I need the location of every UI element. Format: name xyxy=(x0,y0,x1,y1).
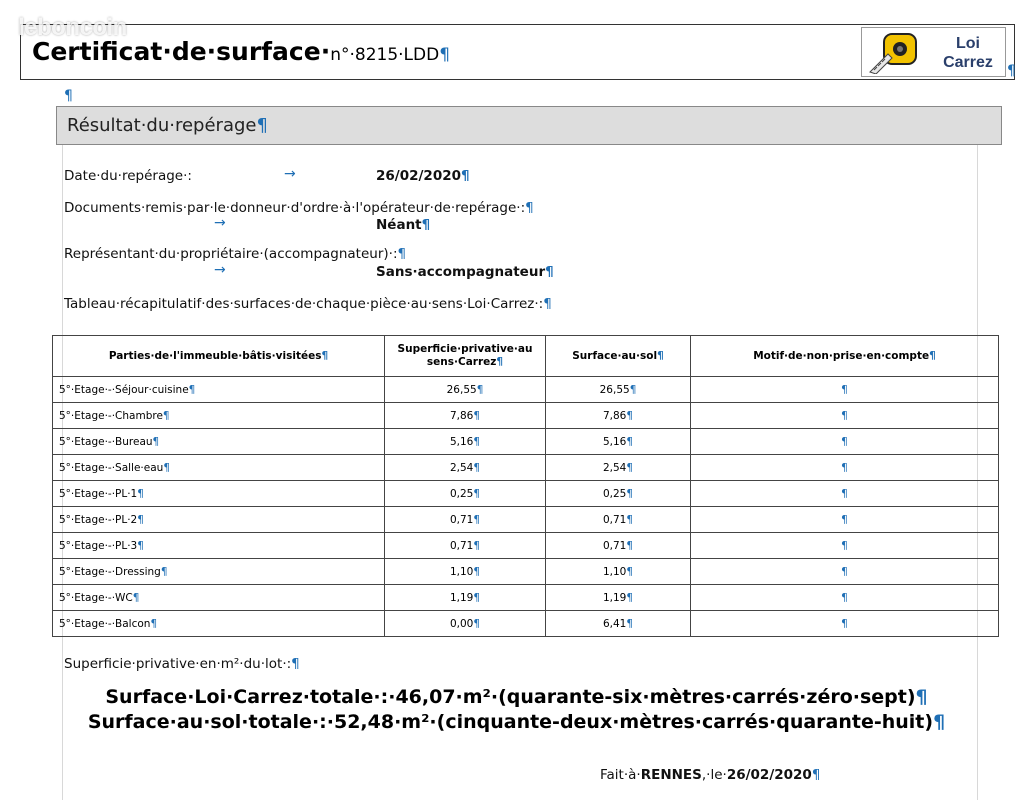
column-header-motif xyxy=(691,336,999,377)
cell-exclusion-reason xyxy=(691,481,999,507)
cell-room-name-text: 5°·Etage·-·Balcon xyxy=(59,617,151,630)
cell-carrez-surface-text: 1,19 xyxy=(449,591,474,604)
column-header-text: Surface·au·sol xyxy=(572,349,658,362)
cell-room-name-text: 5°·Etage·-·Chambre xyxy=(59,409,163,422)
pilcrow: ¶ xyxy=(626,591,634,604)
pilcrow: ¶ xyxy=(841,513,848,526)
cell-exclusion-reason xyxy=(691,585,999,611)
cell-carrez-surface xyxy=(385,507,546,533)
documents-label xyxy=(64,200,534,216)
cell-room-name xyxy=(53,585,385,611)
tape-measure-icon xyxy=(868,32,920,74)
pilcrow: ¶ xyxy=(132,591,140,604)
pilcrow: ¶ xyxy=(188,383,196,396)
pilcrow: ¶ xyxy=(626,409,634,422)
date-value-text: 26/02/2020 xyxy=(376,168,462,184)
cell-room-name xyxy=(53,611,385,637)
cell-carrez-surface-text: 7,86 xyxy=(449,409,474,422)
cell-room-name-text: 5°·Etage·-·WC xyxy=(59,591,133,604)
logo-text xyxy=(938,34,998,72)
cell-carrez-surface xyxy=(385,455,546,481)
cell-carrez-surface-text: 2,54 xyxy=(449,461,474,474)
documents-label-text: Documents·remis·par·le·donneur·d'ordre·à·l'opérateur·de·repérage·: xyxy=(64,200,526,216)
table-row xyxy=(53,507,999,533)
cell-carrez-surface-text: 5,16 xyxy=(449,435,474,448)
certificate-number: n°·8215·LDD xyxy=(330,45,440,65)
pilcrow: ¶ xyxy=(461,168,470,184)
summary-label-text: Superficie·privative·en·m²·du·lot·: xyxy=(64,656,292,672)
pilcrow: ¶ xyxy=(811,767,821,783)
pilcrow: ¶ xyxy=(473,617,481,630)
pilcrow: ¶ xyxy=(657,349,664,362)
pilcrow: ¶ xyxy=(137,539,144,552)
pilcrow: ¶ xyxy=(160,565,168,578)
cell-exclusion-reason xyxy=(691,611,999,637)
cell-room-name-text: 5°·Etage·-·Bureau xyxy=(59,435,153,448)
cell-carrez-surface xyxy=(385,611,546,637)
pilcrow: ¶ xyxy=(473,461,481,474)
pilcrow: ¶ xyxy=(137,513,144,526)
cell-floor-surface xyxy=(546,507,691,533)
cell-carrez-surface-text: 26,55 xyxy=(446,383,477,396)
pilcrow: ¶ xyxy=(841,487,848,500)
cell-carrez-surface-text: 1,10 xyxy=(449,565,474,578)
pilcrow: ¶ xyxy=(473,487,481,500)
sol-total-text: Surface·au·sol·totale·:·52,48·m²·(cinquante-deux·mètres·carrés·quarante-huit) xyxy=(87,711,934,733)
pilcrow: ¶ xyxy=(473,591,481,604)
table-row xyxy=(53,585,999,611)
logo-line-1: Loi xyxy=(956,35,980,52)
cell-carrez-surface-text: 0,71 xyxy=(449,539,474,552)
cell-room-name-text: 5°·Etage·-·PL·1 xyxy=(59,487,138,500)
cell-floor-surface-text: 1,10 xyxy=(602,565,627,578)
cell-floor-surface-text: 26,55 xyxy=(599,383,630,396)
cell-carrez-surface xyxy=(385,481,546,507)
table-row xyxy=(53,455,999,481)
table-intro-text: Tableau·récapitulatif·des·surfaces·de·chaque·pièce·au·sens·Loi·Carrez·: xyxy=(64,296,544,312)
cell-carrez-surface xyxy=(385,429,546,455)
pilcrow: ¶ xyxy=(626,487,634,500)
summary-label xyxy=(64,656,300,672)
carrez-total-line xyxy=(0,686,1033,708)
pilcrow: ¶ xyxy=(626,435,634,448)
date-label: Date·du·repérage·: xyxy=(64,168,192,184)
cell-floor-surface xyxy=(546,481,691,507)
pilcrow: ¶ xyxy=(163,461,171,474)
pilcrow: ¶ xyxy=(933,711,946,733)
cell-floor-surface-text: 0,25 xyxy=(602,487,627,500)
cell-room-name xyxy=(53,481,385,507)
table-row xyxy=(53,377,999,403)
cell-room-name xyxy=(53,559,385,585)
pilcrow: ¶ xyxy=(1007,63,1016,79)
pilcrow: ¶ xyxy=(476,383,484,396)
cell-floor-surface-text: 0,71 xyxy=(602,513,627,526)
cell-carrez-surface xyxy=(385,533,546,559)
cell-carrez-surface xyxy=(385,559,546,585)
cell-floor-surface-text: 7,86 xyxy=(602,409,627,422)
column-header-text: Superficie·privative·au sens·Carrez xyxy=(397,343,533,368)
column-header-sol xyxy=(546,336,691,377)
pilcrow: ¶ xyxy=(421,217,431,233)
pilcrow: ¶ xyxy=(439,45,451,65)
cell-exclusion-reason xyxy=(691,429,999,455)
pilcrow: ¶ xyxy=(152,435,160,448)
table-row xyxy=(53,481,999,507)
cell-room-name-text: 5°·Etage·-·PL·2 xyxy=(59,513,138,526)
documents-value xyxy=(376,217,430,233)
signature-date: 26/02/2020 xyxy=(726,767,812,783)
pilcrow: ¶ xyxy=(256,115,268,136)
pilcrow: ¶ xyxy=(626,617,634,630)
pilcrow: ¶ xyxy=(841,617,848,630)
cell-floor-surface-text: 2,54 xyxy=(602,461,627,474)
pilcrow: ¶ xyxy=(929,349,936,362)
table-row xyxy=(53,611,999,637)
pilcrow: ¶ xyxy=(543,296,552,312)
cell-exclusion-reason xyxy=(691,533,999,559)
representative-value xyxy=(376,264,554,280)
signature-city: RENNES xyxy=(640,767,702,783)
cell-floor-surface xyxy=(546,611,691,637)
pilcrow: ¶ xyxy=(137,487,144,500)
pilcrow: ¶ xyxy=(291,656,300,672)
date-value xyxy=(376,168,470,184)
pilcrow: ¶ xyxy=(473,409,481,422)
cell-floor-surface xyxy=(546,533,691,559)
column-header-parts xyxy=(53,336,385,377)
cell-carrez-surface xyxy=(385,585,546,611)
cell-floor-surface-text: 1,19 xyxy=(602,591,627,604)
leboncoin-watermark: leboncoin xyxy=(18,14,127,41)
section-title-text: Résultat·du·repérage xyxy=(67,115,257,136)
cell-room-name-text: 5°·Etage·-·Salle·eau xyxy=(59,461,164,474)
surfaces-table xyxy=(52,335,999,637)
cell-room-name xyxy=(53,429,385,455)
cell-room-name xyxy=(53,403,385,429)
signature-line xyxy=(600,767,820,783)
cell-carrez-surface-text: 0,25 xyxy=(449,487,474,500)
tab-arrow-icon: → xyxy=(214,215,226,231)
cell-carrez-surface-text: 0,00 xyxy=(449,617,474,630)
table-row xyxy=(53,429,999,455)
sol-total-line xyxy=(0,711,1033,733)
logo-line-2: Carrez xyxy=(943,54,993,71)
tab-arrow-icon: → xyxy=(214,262,226,278)
pilcrow: ¶ xyxy=(626,539,634,552)
cell-floor-surface-text: 5,16 xyxy=(602,435,627,448)
pilcrow: ¶ xyxy=(64,88,73,104)
column-header-carrez xyxy=(385,336,546,377)
representative-value-text: Sans·accompagnateur xyxy=(376,264,546,280)
cell-carrez-surface-text: 0,71 xyxy=(449,513,474,526)
table-row xyxy=(53,559,999,585)
pilcrow: ¶ xyxy=(545,264,554,280)
table-body xyxy=(53,377,999,637)
cell-room-name xyxy=(53,377,385,403)
signature-prefix: Fait·à· xyxy=(600,767,641,783)
pilcrow: ¶ xyxy=(162,409,170,422)
cell-room-name-text: 5°·Etage·-·Dressing xyxy=(59,565,161,578)
signature-middle: ,·le· xyxy=(701,767,727,783)
pilcrow: ¶ xyxy=(473,513,481,526)
cell-exclusion-reason xyxy=(691,455,999,481)
tab-arrow-icon: → xyxy=(284,166,296,182)
cell-floor-surface xyxy=(546,585,691,611)
column-header-text: Motif·de·non·prise·en·compte xyxy=(753,349,930,362)
pilcrow: ¶ xyxy=(841,539,848,552)
column-header-text: Parties·de·l'immeuble·bâtis·visitées xyxy=(108,349,322,362)
loi-carrez-logo xyxy=(861,27,1006,77)
table-row xyxy=(53,403,999,429)
pilcrow: ¶ xyxy=(473,435,481,448)
pilcrow: ¶ xyxy=(915,686,928,708)
cell-exclusion-reason xyxy=(691,377,999,403)
cell-room-name-text: 5°·Etage·-·PL·3 xyxy=(59,539,138,552)
pilcrow: ¶ xyxy=(841,565,848,578)
pilcrow: ¶ xyxy=(841,409,848,422)
pilcrow: ¶ xyxy=(841,435,848,448)
cell-carrez-surface xyxy=(385,377,546,403)
pilcrow: ¶ xyxy=(150,617,158,630)
section-header xyxy=(56,106,1002,145)
table-header-row xyxy=(53,336,999,377)
pilcrow: ¶ xyxy=(841,591,848,604)
section-title xyxy=(67,115,268,136)
cell-room-name xyxy=(53,507,385,533)
pilcrow: ¶ xyxy=(626,513,634,526)
pilcrow: ¶ xyxy=(397,246,407,262)
pilcrow: ¶ xyxy=(321,349,329,362)
pilcrow: ¶ xyxy=(841,383,848,396)
cell-exclusion-reason xyxy=(691,559,999,585)
cell-floor-surface xyxy=(546,559,691,585)
certificate-header xyxy=(20,24,1015,80)
pilcrow: ¶ xyxy=(496,356,504,368)
pilcrow: ¶ xyxy=(626,565,634,578)
pilcrow: ¶ xyxy=(473,565,481,578)
pilcrow: ¶ xyxy=(525,200,534,216)
cell-floor-surface-text: 0,71 xyxy=(602,539,627,552)
cell-exclusion-reason xyxy=(691,403,999,429)
cell-floor-surface xyxy=(546,403,691,429)
carrez-total-text: Surface·Loi·Carrez·totale·:·46,07·m²·(quarante-six·mètres·carrés·zéro·sept) xyxy=(105,686,916,708)
cell-room-name xyxy=(53,533,385,559)
pilcrow: ¶ xyxy=(841,461,848,474)
cell-floor-surface xyxy=(546,377,691,403)
pilcrow: ¶ xyxy=(629,383,637,396)
cell-carrez-surface xyxy=(385,403,546,429)
surfaces-table-wrapper xyxy=(52,335,999,637)
cell-floor-surface xyxy=(546,455,691,481)
cell-room-name-text: 5°·Etage·-·Séjour·cuisine xyxy=(59,383,189,396)
certificate-title-text: Certificat·de·surface· xyxy=(32,37,331,66)
documents-value-text: Néant xyxy=(376,217,422,233)
cell-room-name xyxy=(53,455,385,481)
table-row xyxy=(53,533,999,559)
table-intro xyxy=(64,296,552,312)
cell-floor-surface xyxy=(546,429,691,455)
representative-label xyxy=(64,246,406,262)
representative-label-text: Représentant·du·propriétaire·(accompagnateur)·: xyxy=(64,246,398,262)
cell-exclusion-reason xyxy=(691,507,999,533)
pilcrow: ¶ xyxy=(473,539,481,552)
pilcrow: ¶ xyxy=(626,461,634,474)
cell-floor-surface-text: 6,41 xyxy=(602,617,627,630)
